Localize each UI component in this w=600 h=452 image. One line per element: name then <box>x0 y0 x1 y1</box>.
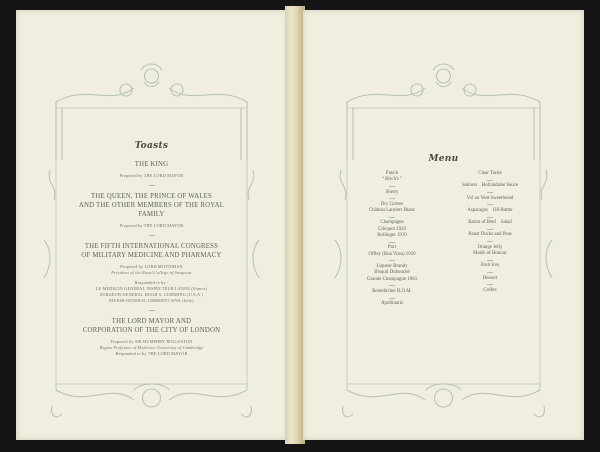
menu-item-line: Dry Graves <box>380 201 404 207</box>
divider <box>487 217 493 218</box>
menu-item <box>445 288 535 294</box>
toast-sections <box>68 160 235 357</box>
menu-item-line: Bollinger 1919 <box>377 233 407 239</box>
menu-item-line: Sherry <box>385 189 399 195</box>
toast-sub-line: Proposed by THE LORD MAYOR <box>119 173 184 178</box>
toast-sub-line: Responded to by : <box>134 280 169 285</box>
toast-section <box>68 242 235 304</box>
menu-item <box>445 208 535 214</box>
menu-item <box>445 171 535 177</box>
menu-item-line: “ Birch's ” <box>381 177 403 183</box>
menu-item-line: Salmon Hollandaise Sauce <box>461 183 519 189</box>
toast-title-line: OF MILITARY MEDICINE AND PHARMACY <box>81 252 222 259</box>
dishes-column <box>445 171 535 294</box>
menu-item <box>445 220 535 226</box>
toast-title-line: CORPORATION OF THE CITY OF LONDON <box>82 327 221 334</box>
toast-title-line: THE KING <box>134 161 169 168</box>
menu-item-line: Orange Jelly <box>477 244 503 250</box>
menu-item <box>445 263 535 269</box>
menu-item-line: Port <box>387 245 397 251</box>
toast-section <box>68 160 235 179</box>
divider <box>389 186 395 187</box>
divider <box>487 284 493 285</box>
menu-item-line: Liqueur Brandy <box>376 263 408 269</box>
menu-item-line: Roast Ducks and Peas <box>468 232 512 238</box>
menu-item-line: Grande Champagne 1863 <box>367 276 417 282</box>
wine-column <box>353 171 431 307</box>
divider <box>487 229 493 230</box>
divider <box>149 310 155 311</box>
menu-item-line: Vol au Vent Sweetbread <box>466 195 514 201</box>
toast-title-line: THE QUEEN, THE PRINCE OF WALES <box>91 193 212 200</box>
toast-sub-line: MAJOR-GENERAL UMBERTO SIVA (Italy) <box>109 298 194 303</box>
menu-item-line: Clicquot 1920 <box>378 226 406 232</box>
toast-sub-line: LE MEDECIN GENERAL INSPECTEUR LANNE (France) <box>95 286 208 291</box>
menu-item-line: Baron of Beef Salad <box>468 220 512 226</box>
toast-section <box>68 317 235 357</box>
divider <box>389 242 395 243</box>
toast-title-line: THE LORD MAYOR AND <box>111 318 192 325</box>
toast-sub-line: Proposed by LORD MOYNIHAN <box>120 264 183 269</box>
menu-item <box>353 220 431 239</box>
divider <box>389 217 395 218</box>
menu-item <box>445 196 535 202</box>
menu-item-line: Punch <box>385 171 399 176</box>
menu-item-line: Château Lauriers Blanc <box>368 208 416 214</box>
divider <box>487 260 493 261</box>
menu-item <box>445 232 535 238</box>
divider <box>487 272 493 273</box>
ornamental-frame-right <box>303 10 584 440</box>
menu-item-line: Bisquit Dubouché <box>374 270 410 276</box>
toast-section <box>68 192 235 229</box>
menu-item <box>353 245 431 258</box>
book-spine <box>285 6 305 444</box>
divider <box>487 241 493 242</box>
menu-item-line: Dessert <box>482 275 498 281</box>
toast-sub-line: SURGEON-GENERAL HUGH S. CUMMING (U.S.A.) <box>99 292 204 297</box>
menu-heading: Menu <box>428 154 459 164</box>
divider <box>149 235 155 236</box>
divider <box>389 298 395 299</box>
menu-item-line: Coffee <box>483 287 497 293</box>
toasts-list <box>68 141 235 357</box>
toast-sub-line: Regius Professor of Medicine, University of Cambridge <box>99 345 204 350</box>
divider <box>149 185 155 186</box>
toast-title-line: AND THE OTHER MEMBERS OF THE ROYAL FAMILY <box>78 202 225 218</box>
divider <box>389 285 395 286</box>
menu-item <box>353 264 431 283</box>
menu-item-line: Asparagus Oil Butter <box>467 207 513 213</box>
menu-item-line: Clear Turtle <box>478 171 502 176</box>
menu-item-line: Champagne <box>380 220 404 226</box>
toast-sub-line: Proposed by THE LORD MAYOR <box>119 223 184 228</box>
menu-item <box>353 301 431 307</box>
menu-item-line: Offley (Boa Vista) 1910 <box>368 251 416 257</box>
menu-item <box>445 245 535 258</box>
toast-sub-line: Proposed by SIR HUMPHRY ROLLESTON <box>110 339 193 344</box>
menu-item-line: Maids of Honour <box>473 251 507 257</box>
divider <box>487 204 493 205</box>
left-page-toasts <box>16 10 287 440</box>
right-page-menu <box>303 10 584 440</box>
menu-item <box>445 183 535 189</box>
menu-item <box>353 171 431 184</box>
toasts-heading: Toasts <box>134 141 169 151</box>
menu-item <box>353 190 431 196</box>
divider <box>487 180 493 181</box>
toast-sub-line: Responded to by THE LORD MAYOR <box>115 351 188 356</box>
menu-list <box>353 154 534 307</box>
divider <box>389 198 395 199</box>
menu-item-line: Fruit Ices <box>480 263 500 269</box>
menu-item-line: Apollinaris <box>380 301 403 307</box>
divider <box>487 192 493 193</box>
menu-item-line: Benedictine D.O.M. <box>372 288 412 294</box>
menu-item <box>353 202 431 215</box>
toast-title-line: THE FIFTH INTERNATIONAL CONGRESS <box>84 243 219 250</box>
menu-item <box>353 289 431 295</box>
divider <box>389 260 395 261</box>
menu-item <box>445 276 535 282</box>
toast-sub-line: President of the Royal College of Surgeons <box>111 270 192 275</box>
